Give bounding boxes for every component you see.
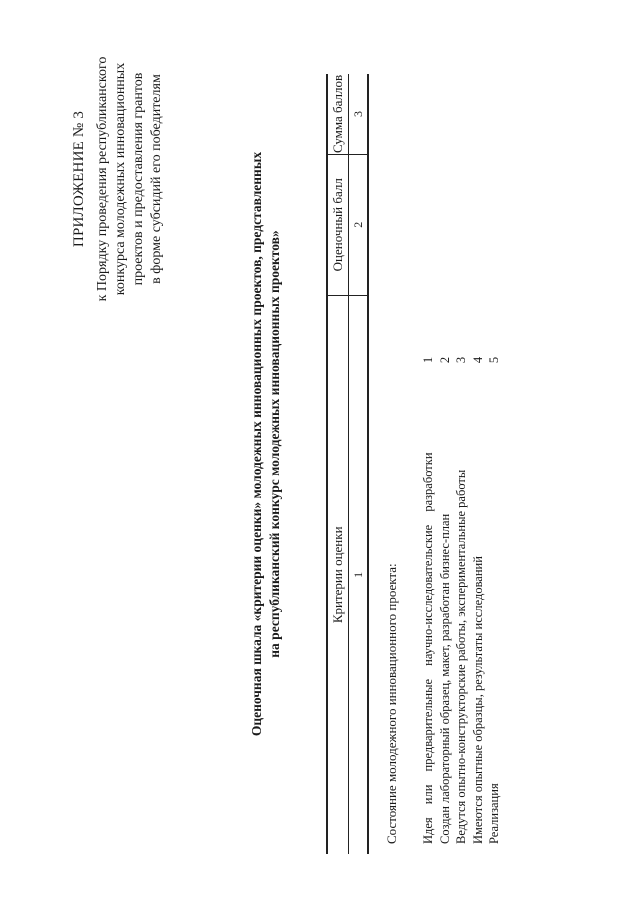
criterion-text: Реализация — [487, 783, 501, 844]
header-sum: Сумма баллов — [327, 74, 349, 154]
appendix-line: конкурса молодежных инновационных — [113, 62, 128, 296]
table-row — [420, 74, 437, 844]
scale-title-line: на республиканский конкурс молодежных инновационных проектов» — [267, 230, 282, 658]
header-score: Оценочный балл — [327, 154, 349, 295]
table-row — [437, 74, 454, 844]
criteria-list — [420, 74, 503, 844]
criterion-score: 1 — [421, 356, 435, 364]
criterion-score: 5 — [487, 356, 501, 364]
section-heading: Состояние молодежного инновационного проекта: — [384, 563, 399, 844]
criterion-text: Создан лабораторный образец, макет, разработан бизнес-план — [437, 513, 452, 844]
appendix-block — [70, 14, 166, 344]
appendix-title: ПРИЛОЖЕНИЕ № 3 — [71, 110, 87, 248]
criterion-score: 4 — [470, 356, 485, 364]
criteria-table — [326, 74, 369, 854]
criterion-text: Идея или предварительные научно-исследовательские разработки — [421, 452, 435, 844]
appendix-line: в форме субсидий его победителям — [149, 74, 164, 284]
table-row — [470, 74, 487, 844]
table-header-row — [327, 74, 349, 854]
table-row — [453, 74, 470, 844]
criterion-score: 2 — [437, 356, 452, 364]
appendix-line: проектов и предоставления грантов — [131, 72, 146, 286]
table-row — [486, 74, 503, 844]
column-number: 3 — [349, 74, 369, 154]
criterion-text: Ведутся опытно-конструкторские работы, экспериментальные работы — [454, 469, 468, 844]
header-criteria: Критерии оценки — [327, 295, 349, 854]
column-number: 2 — [349, 154, 369, 295]
criterion-score: 3 — [454, 356, 468, 364]
appendix-line: к Порядку проведения республиканского — [95, 56, 110, 302]
table-number-row — [349, 74, 369, 854]
scale-title-line: Оценочная шкала «критерии оценки» молодежных инновационных проектов, представленных — [249, 151, 264, 737]
column-number: 1 — [349, 295, 369, 854]
criterion-text: Имеются опытные образцы, результаты исследований — [470, 556, 485, 844]
scale-title — [248, 134, 284, 754]
